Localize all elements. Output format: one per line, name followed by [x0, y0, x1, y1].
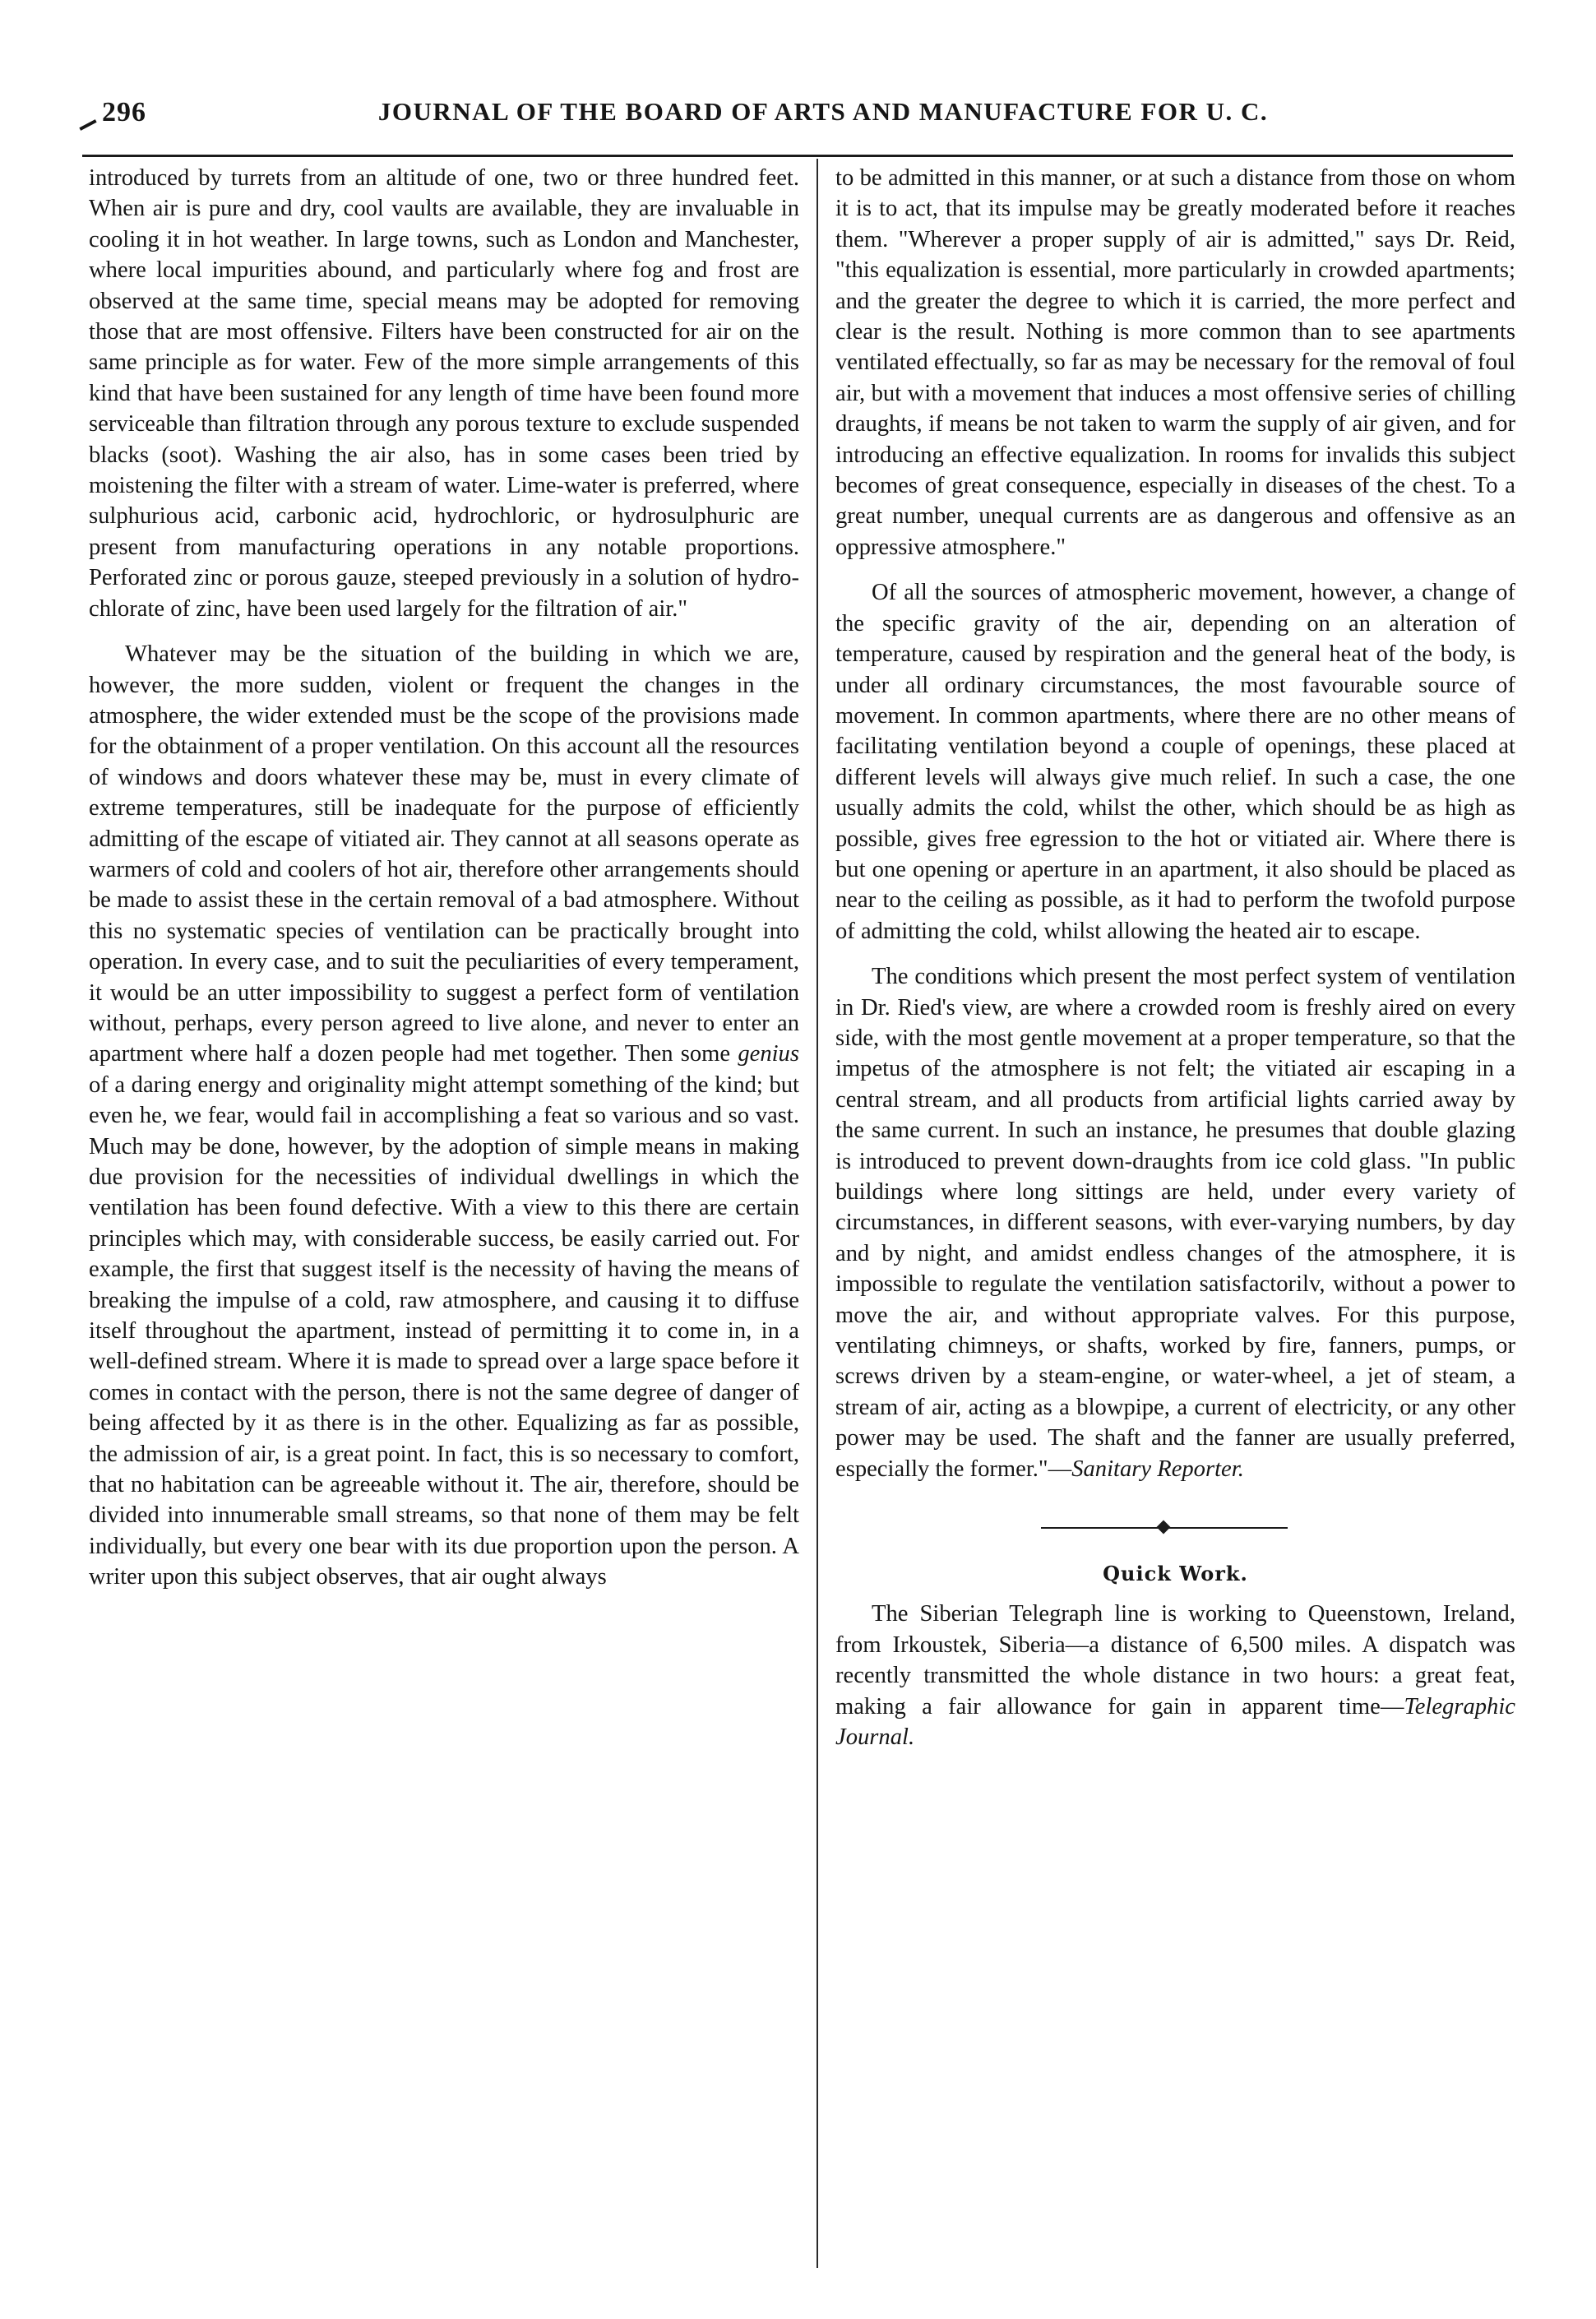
right-paragraph-4-text: The Siberian Telegraph line is working to Queenstown, Ireland, from Irkoustek, Siberia—a distance of 6,500 miles. A dispatch was recently transmitted the whole distance in two hours: a great feat, making a fair allowance for gain in apparent time— [835, 1601, 1515, 1720]
source-sanitary-reporter: Sanitary Reporter. [1071, 1456, 1244, 1482]
left-paragraph-2-text-a: Whatever may be the situation of the building in which we are, however, the more sudden, violent or frequent the changes in the atmosphere, the wider extended must be the scope of the provisions made for the obtainment of a proper ventilation. On this account all the resources of windows and doors whatever these may be, must in every climate of extreme temperatures, still be inadequate for the purpose of efficiently admitting of the escape of vitiated air. They cannot at all seasons operate as warmers of cold and coolers of hot air, therefore other arrangements should be made to assist these in the certain removal of a bad atmosphere. Without this no systematic species of ventilation can be practically brought into operation. In every case, and to suit the peculiarities of every temperament, it would be an utter impossibility to suggest a perfect form of ventilation without, perhaps, every person agreed to live alone, and never to enter an apartment where half a dozen people had met together. Then some [89, 641, 799, 1067]
source-telegraphic-journal: Telegraphic Journal. [835, 1693, 1515, 1751]
right-column [835, 163, 1515, 2284]
section-separator [835, 1509, 1515, 1550]
section-title-quick-work: Quick Work. [1103, 1562, 1248, 1586]
right-paragraph-2: Of all the sources of atmospheric movement, however, a change of the specific gravity of the air, depending on an alteration of temperature, caused by respiration and the general heat of the body, is under all ordinary circumstances, the most favourable source of movement. In common apartments, where there are no other means of facilitating ventilation beyond a couple of openings, these placed at different levels will always give much relief. In such a case, the one usually admits the cold, whilst the other, which should be as high as possible, gives free egression to the hot or vitiated air. Where there is but one opening or aperture in an apartment, it also should be placed as near to the ceiling as possible, as it had to perform the twofold purpose of admitting the cold, whilst allowing the heated air to escape. [835, 580, 1515, 944]
genius-emphasis: genius [738, 1041, 799, 1067]
right-paragraph-4 [835, 1599, 1515, 1752]
margin-mark [79, 119, 96, 131]
separator-diamond-icon [1157, 1521, 1171, 1534]
right-paragraph-3-text: The conditions which present the most perfect system of ventilation in Dr. Ried's view, are where a crowded room is freshly aired on every side, with the most gentle movement at a proper temperature, so that the impetus of the atmosphere is not felt; the vitiated air escaping in a central stream, and all products from artificial lights carried away by the same current. In such an instance, he presumes that double glazing is introduced to prevent down-draughts from ice cold glass. "In public buildings where long sittings are held, under every variety of circumstances, in different seasons, with ever-varying numbers, by day and by night, and amidst endless changes of the atmosphere, it is impossible to regulate the ventilation satisfactorilv, without a power to move the air, and without appropriate valves. For this purpose, ventilating chimneys, or shafts, worked by fire, fanners, pumps, or screws driven by a steam-engine, or water-wheel, a jet of steam, a stream of air, acting as a blowpipe, a current of electricity, or any other power may be used. The shaft and the fanner are usually preferred, especially the former."— [835, 964, 1515, 1482]
page-number: 296 [102, 97, 146, 127]
right-paragraph-3 [835, 961, 1515, 1484]
left-paragraph-1: introduced by turrets from an altitude of one, two or three hundred feet. When air is pure and dry, cool vaults are available, they are invaluable in cooling it in hot weather. In large towns, such as London and Manchester, where local impurities abound, and particularly where fog and frost are observed at the same time, special means may be adopted for removing those that are most offensive. Filters have been constructed for air on the same principle as for water. Few of the more simple arrangements of this kind that have been sustained for any length of time have been found more serviceable than filtration through any porous texture to exclude suspended blacks (soot). Washing the air also, has in some cases been tried by moistening the filter with a stream of water. Lime-water is preferred, where sulphurious acid, carbonic acid, hydrochloric, or hydrosulphuric are present from manufacturing operations in any notable proportions. Perforated zinc or porous gauze, steeped previously in a solution of hydro-chlorate of zinc, have been used largely for the filtration of air." [89, 165, 799, 622]
right-paragraph-1: to be admitted in this manner, or at such a distance from those on whom it is to act, that its impulse may be greatly moderated before it reaches them. "Wherever a proper supply of air is admitted," says Dr. Reid, "this equalization is essential, more particularly in crowded apartments; and the greater the degree to which it is carried, the more perfect and clear is the result. Nothing is more common than to see apartments ventilated effectually, so far as may be necessary for the removal of foul air, but with a movement that induces a most offensive series of chilling draughts, if means be not taken to warm the supply of air given, and for introducing an effective equalization. In rooms for invalids this subject becomes of great consequence, especially in diseases of the chest. To a great number, unequal currents are as dangerous and offensive as an oppressive atmosphere." [835, 165, 1515, 560]
left-column [89, 163, 799, 2284]
column-divider [817, 159, 818, 2268]
left-paragraph-2 [89, 639, 799, 1593]
page-header [79, 90, 1510, 140]
header-rule [82, 155, 1513, 157]
left-paragraph-2-text-b: of a daring energy and originality might attempt something of the kind; but even he, we fear, would fail in accomplishing a feat so various and so vast. Much may be done, however, by the adoption of simple means in making due provision for the necessities of individual dwellings in which the ventilation has been found defective. With a view to this there are certain principles which may, with considerable success, be easily carried out. For example, the first that suggest itself is the necessity of having the means of breaking the impulse of a cold, raw atmosphere, and causing it to diffuse itself throughout the apartment, instead of permitting it to come in, in a well-defined stream. Where it is made to spread over a large space before it comes in contact with the person, there is not the same degree of danger of being affected by it as there is in the other. Equalizing as far as possible, the admission of air, is a great point. In fact, this is so necessary to comfort, that no habitation can be agreeable without it. The air, therefore, should be divided into innumerable small streams, so that none of them may be felt individually, but every one bear with its due proportion upon the person. A writer upon this subject observes, that air ought always [89, 1072, 799, 1590]
running-title: JOURNAL OF THE BOARD OF ARTS AND MANUFACTURE FOR U. C. [377, 97, 1269, 126]
